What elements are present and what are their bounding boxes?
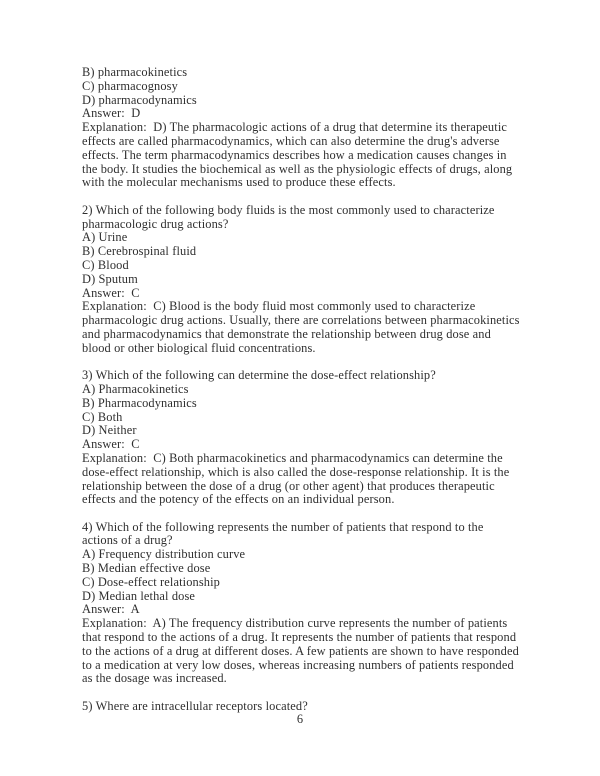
explanation-text: Explanation: D) The pharmacologic actions of a drug that determine its therapeutic effects are called pharmacodynamics, which can also determine the drug's adverse effects. The term pharmacodynamics describes how a medication causes changes in the body. It studies the biochemical as well as the physiologic effects of drugs, along with the molecular mechanisms used to produce these effects. xyxy=(82,120,516,190)
explanation-text: Explanation: C) Both pharmacokinetics and pharmacodynamics can determine the dose-effect relationship, which is also called the dose-response relationship. It is the relationship between the dose of a drug (or other agent) that produces therapeutic effects and the potency of the effects on an individual person. xyxy=(82,450,513,507)
option-line: B) Median effective dose xyxy=(82,561,211,576)
option-line: C) pharmacognosy xyxy=(82,78,178,93)
option-line: D) Median lethal dose xyxy=(82,588,196,603)
explanation-text: Explanation: A) The frequency distribution curve represents the number of patients that respond to the actions of a drug. It represents the number of patients that respond to the actions of a drug at different doses. A few patients are shown to have responded to a medication at very low doses, whereas increasing numbers of patients responded as the dosage was increased. xyxy=(82,616,523,686)
document-body xyxy=(82,66,522,714)
answer-line: Answer: D xyxy=(82,106,141,121)
question-block-1 xyxy=(82,66,522,190)
option-line: C) Dose-effect relationship xyxy=(82,574,220,589)
question-block-2 xyxy=(82,204,522,356)
page-number: 6 xyxy=(296,712,304,726)
option-line: D) pharmacodynamics xyxy=(82,92,197,107)
answer-line: Answer: C xyxy=(82,437,140,452)
option-line: A) Urine xyxy=(82,230,128,245)
explanation-text: Explanation: C) Blood is the body fluid most commonly used to characterize pharmacologic drug actions. Usually, there are correlations between pharmacokinetics and pharmacodynamics that demonstrate the relationship between drug dose and blood or other biological fluid concentrations. xyxy=(82,299,523,355)
answer-line: Answer: C xyxy=(82,285,140,300)
question-stem: 3) Which of the following can determine the dose-effect relationship? xyxy=(82,368,436,383)
question-stem: 5) Where are intracellular receptors located? xyxy=(82,698,308,713)
option-line: B) Cerebrospinal fluid xyxy=(82,244,197,259)
option-line: B) Pharmacodynamics xyxy=(82,395,197,410)
question-block-3 xyxy=(82,369,522,507)
question-stem: 2) Which of the following body fluids is the most commonly used to characterize pharmacologic drug actions? xyxy=(82,202,498,231)
option-line: A) Pharmacokinetics xyxy=(82,381,189,396)
option-line: D) Sputum xyxy=(82,271,138,286)
option-line: C) Both xyxy=(82,409,123,424)
question-block-4 xyxy=(82,521,522,687)
answer-line: Answer: A xyxy=(82,602,140,617)
question-stem: 4) Which of the following represents the number of patients that respond to the actions of a drug? xyxy=(82,519,487,548)
option-line: C) Blood xyxy=(82,257,129,272)
option-line: D) Neither xyxy=(82,423,137,438)
option-line: A) Frequency distribution curve xyxy=(82,547,246,562)
option-line: B) pharmacokinetics xyxy=(82,65,188,79)
